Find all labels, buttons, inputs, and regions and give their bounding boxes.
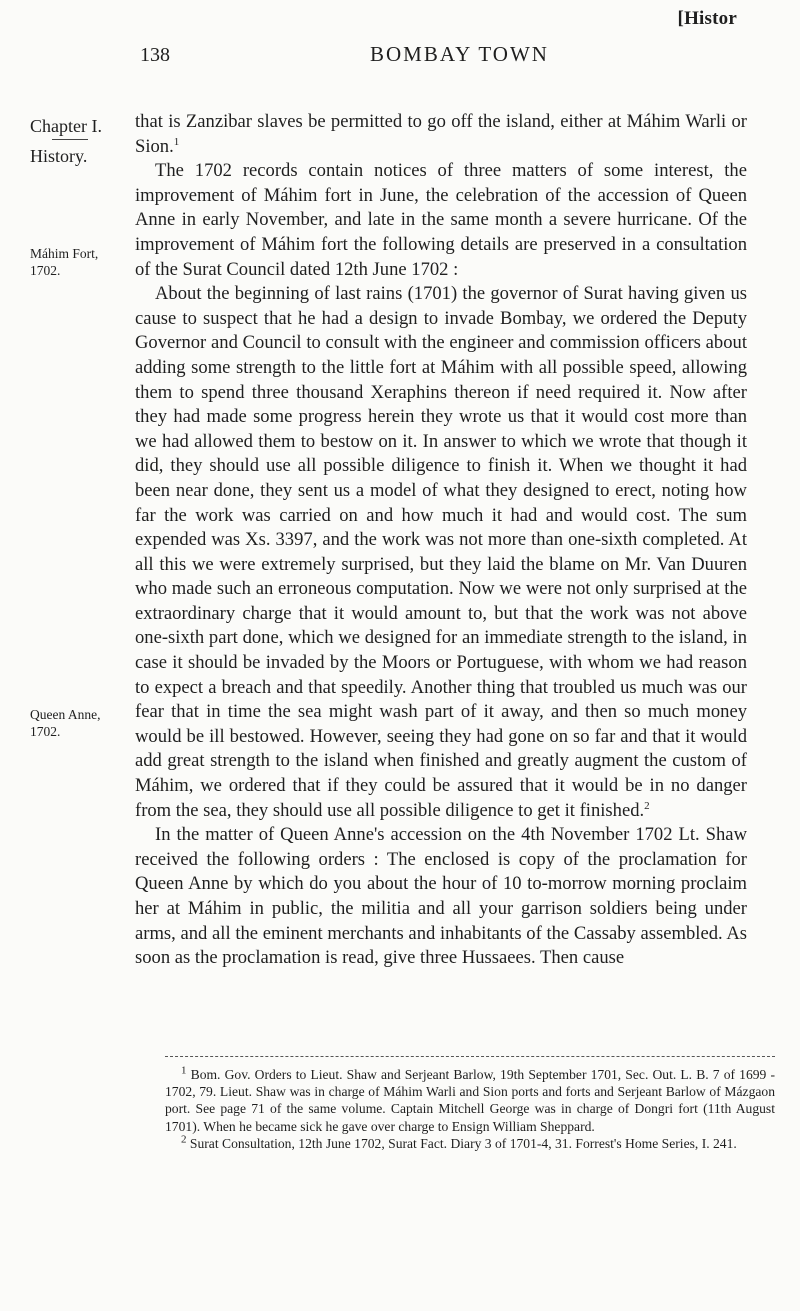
- main-text: [135, 110, 747, 971]
- margin-note-mahim: [30, 245, 125, 279]
- running-title: BOMBAY TOWN: [370, 42, 549, 66]
- quoted-consultation-text: About the beginning of last rains (1701) the governor of Surat having given us cause to suspect that he had a design to invade Bombay, we ordered the Deputy Governor and Council to consult with the engineer and commission officers about adding some strength to the little fort at Máhim with all possible speed, allowing them to spend three thousand Xeraphins thereon if need required it. Now after they had made some progress herein they wrote us that it would cost more than we had allowed them to bestow on it. In answer to which we wrote that though it did, they should use all possible diligence to finish it. When we thought it had been near done, they sent us a model of what they designed to erect, noting how far the work was carried on and how much it had and would cost. The sum expended was Xs. 3397, and the work was not more than one-sixth completed. At all this we were extremely surprised, but they laid the blame on Mr. Van Duuren who made such an erroneous computation. Now we were not only surprised at the extraordinary charge that it would amount to, but that the work was not above one-sixth part done, which we designed for an immediate strength to the island, in case it should be invaded by the Moors or Portuguese, with whom we had reason to expect a breach and that speedily. Another thing that troubled us much was our fear that in time the sea might wash part of it away, and then so much money would be ill bestowed. However, seeing they had gone on so far and that it would add great strength to the island when finished and greatly augment the custom of Máhim, we ordered that if they could be assured that it would be in no danger from the sea, they should use all possible diligence to get it finished.: [135, 283, 747, 821]
- margin-note-queen-line2: 1702.: [30, 724, 61, 739]
- paragraph-2: The 1702 records contain notices of three matters of some interest, the improvement of Máhim fort in June, the celebration of the accession of Queen Anne in early November, and late in the same month a severe hurricane. Of the improvement of Máhim fort the following details are preserved in a consultation of the Surat Council dated 12th June 1702 :: [135, 160, 747, 280]
- footnote-ref-2: 2: [644, 799, 650, 812]
- margin-section-label: History.: [30, 146, 88, 166]
- margin-note-mahim-line1: Máhim Fort,: [30, 246, 99, 261]
- paragraph-1-text: that is Zanzibar slaves be permitted to go off the island, either at Máhim Warli or Sion.: [135, 111, 747, 157]
- margin-note-queen-line1: Queen Anne,: [30, 707, 101, 722]
- footnote-divider: [165, 1056, 775, 1057]
- margin-chapter-label: Chapter I.: [30, 116, 102, 136]
- footnote-2: [165, 1135, 775, 1152]
- header-section-tag: [Histor: [677, 8, 737, 29]
- paragraph-1: [135, 110, 747, 159]
- footnotes: [165, 1066, 775, 1152]
- footnote-1-mark: 1: [181, 1064, 187, 1077]
- page-number: 138: [140, 44, 170, 66]
- footnote-1: [165, 1066, 775, 1135]
- footnote-ref-1: 1: [173, 135, 180, 148]
- margin-chapter: [30, 113, 125, 170]
- footnote-1-text: Bom. Gov. Orders to Lieut. Shaw and Serjeant Barlow, 19th September 1701, Sec. Out. L. B. 7 of 1699 - 1702, 79. Lieut. Shaw was in charge of Máhim Warli and Sion ports and forts and Serjeant Barlow of Mázgaon port. See page 71 of the same volume. Captain Mitchell George was in charge of Dongri fort (11th August 1701). When he became sick he gave over charge to Ensign William Sheppard.: [165, 1067, 775, 1134]
- margin-note-mahim-line2: 1702.: [30, 263, 61, 278]
- footnote-2-text: Surat Consultation, 12th June 1702, Surat Fact. Diary 3 of 1701-4, 31. Forrest's Home Series, I. 241.: [189, 1135, 737, 1151]
- footnote-2-mark: 2: [181, 1133, 187, 1146]
- quoted-consultation: [135, 282, 747, 823]
- paragraph-queen-anne: In the matter of Queen Anne's accession on the 4th November 1702 Lt. Shaw received the following orders : The enclosed is copy of the proclamation for Queen Anne by which do you about the hour of 10 to-morrow morning proclaim her at Máhim in public, the militia and all your garrison soldiers being under arms, and all the eminent merchants and inhabitants of the Cassaby assembled. As soon as the proclamation is read, give three Hussaees. Then cause: [135, 824, 747, 969]
- margin-note-queen-anne: [30, 706, 125, 740]
